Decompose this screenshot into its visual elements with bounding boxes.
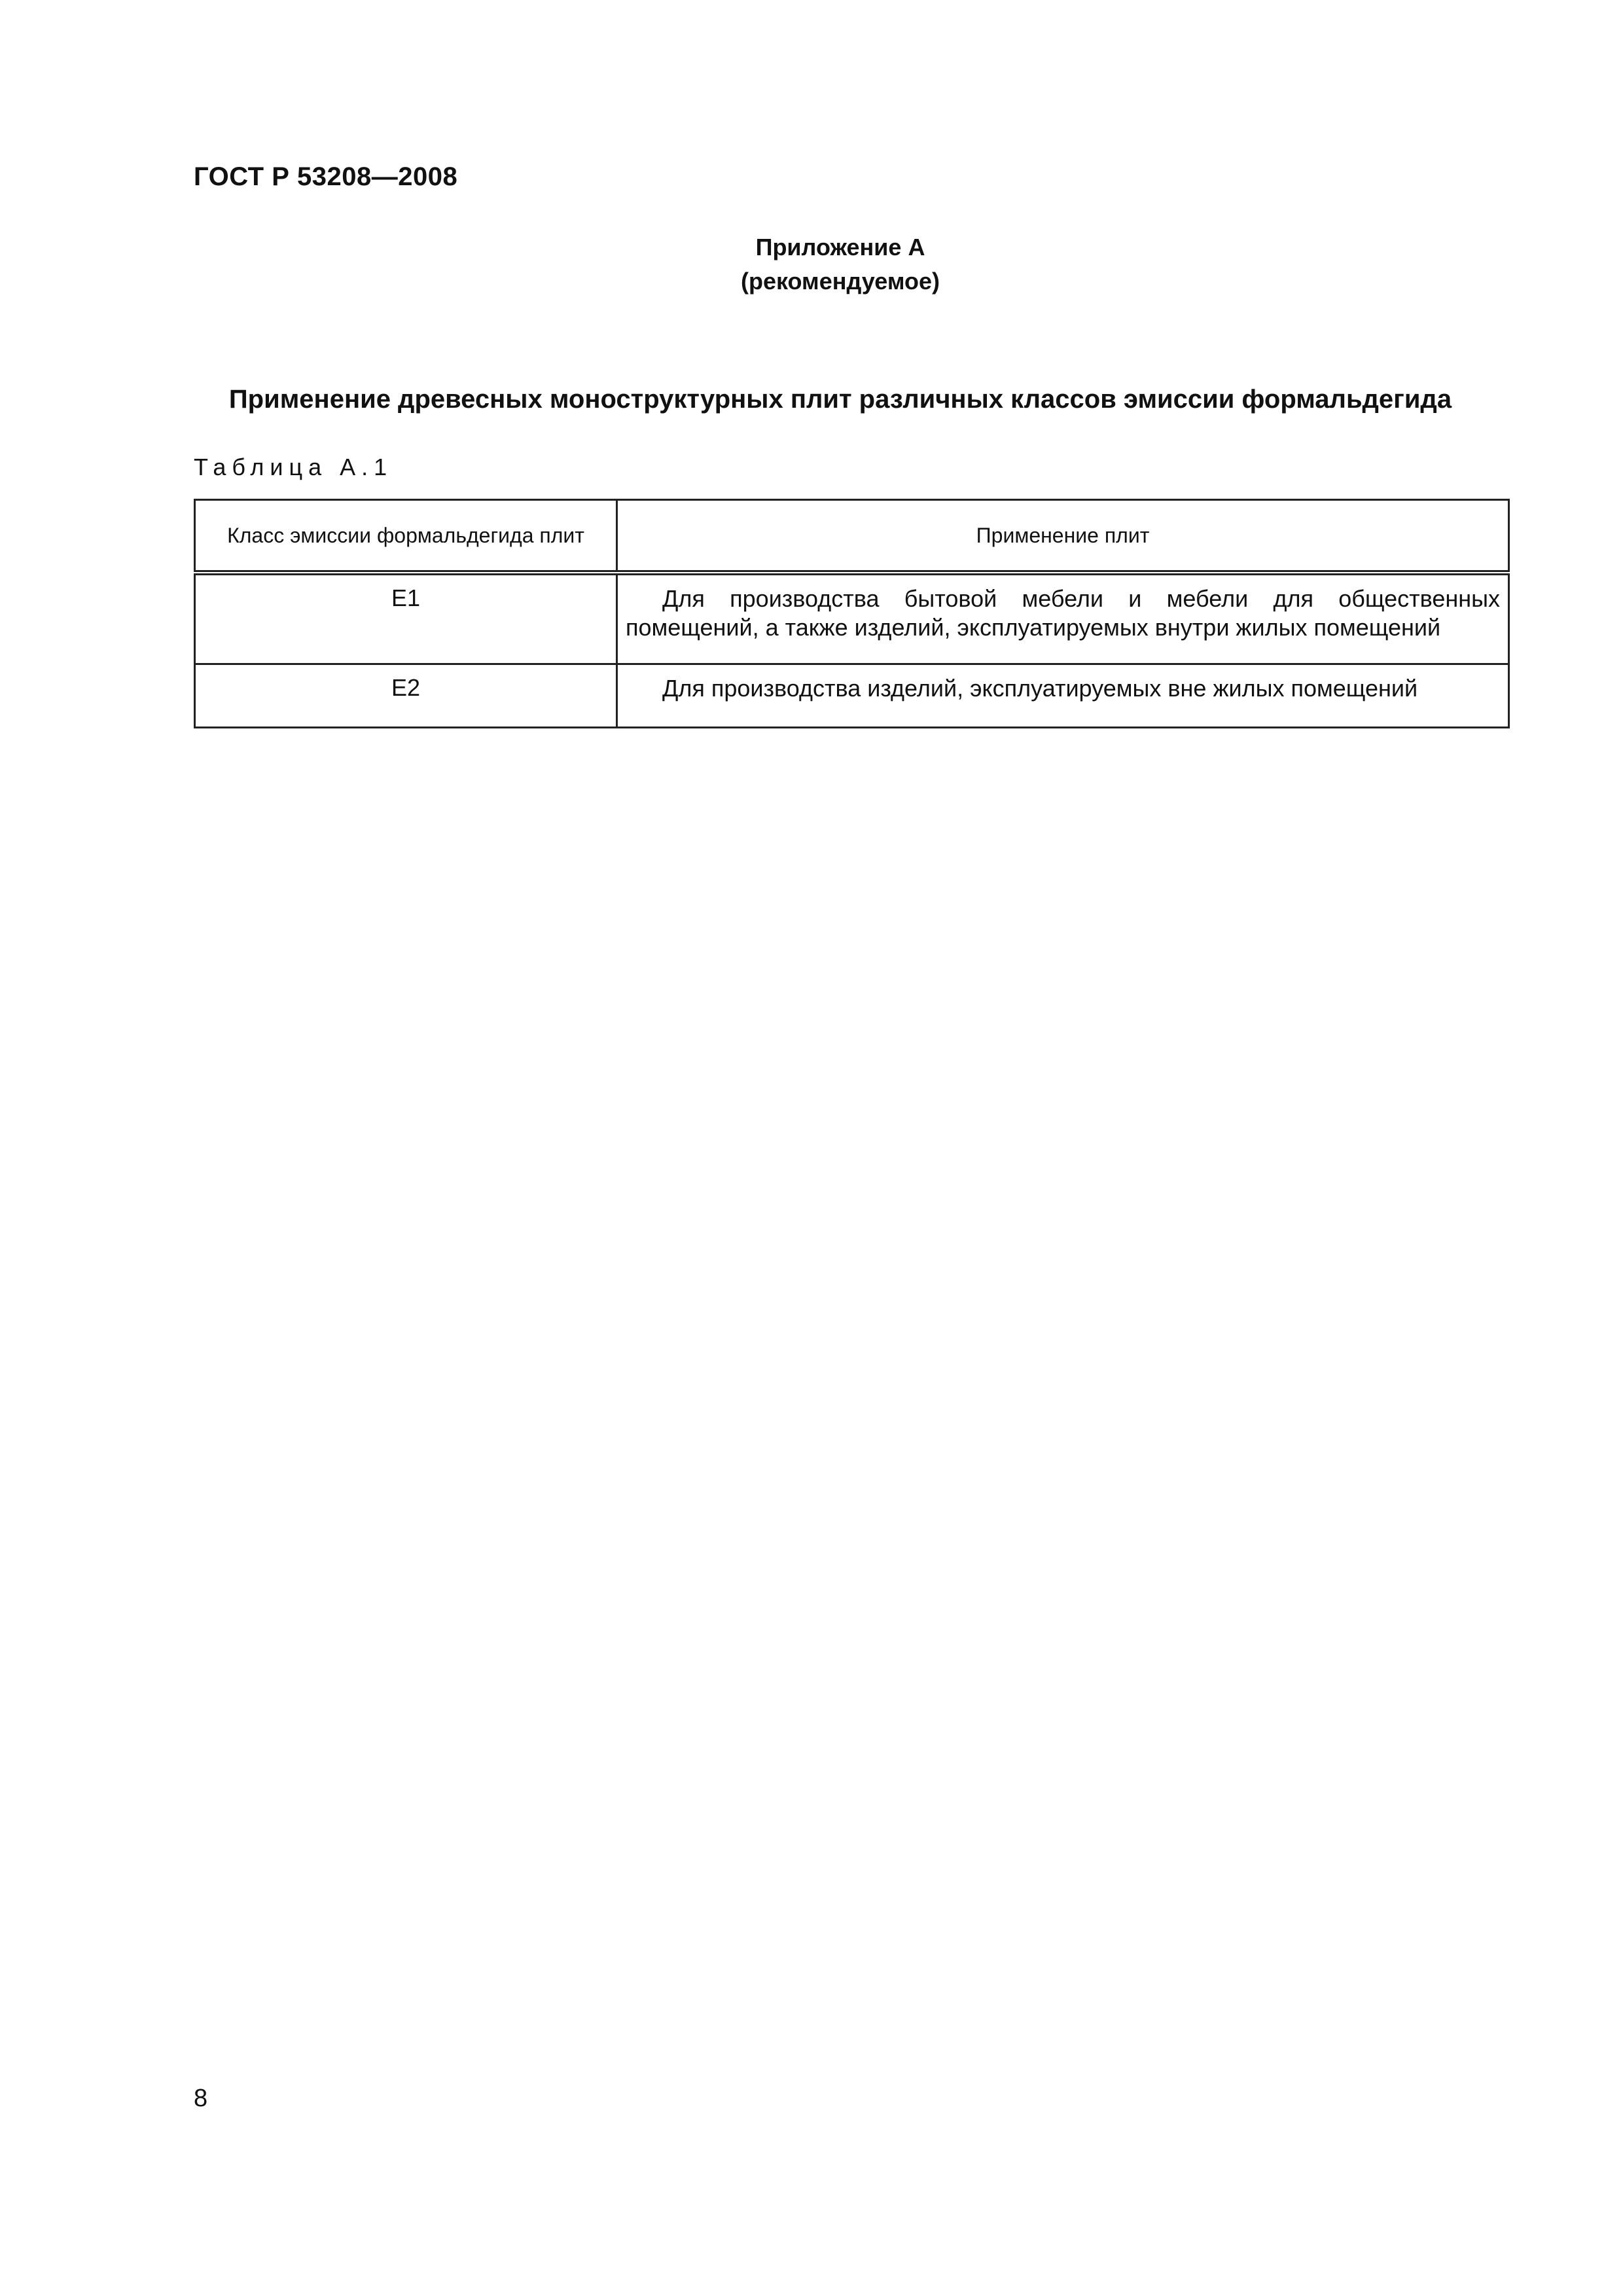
application-cell: Для производства бытовой мебели и мебели для общественных помещений, а также изделий, эксплуатируемых внутри жилых помещений — [617, 573, 1509, 664]
table-row — [195, 664, 1509, 728]
emission-class-cell: Е2 — [195, 664, 617, 728]
table-caption: Таблица А.1 — [194, 454, 393, 480]
page-number: 8 — [194, 2085, 208, 2112]
emission-table-container — [194, 499, 1508, 728]
section-title: Применение древесных моноструктурных плит различных классов эмиссии формальдегида — [228, 385, 1452, 414]
application-cell: Для производства изделий, эксплуатируемых вне жилых помещений — [617, 664, 1509, 728]
emission-class-cell: Е1 — [195, 573, 617, 664]
annex-heading — [194, 230, 1487, 298]
annex-title: Приложение А — [755, 234, 925, 260]
column-header-application: Применение плит — [617, 500, 1509, 573]
emission-class-table — [194, 499, 1510, 728]
annex-status: (рекомендуемое) — [741, 268, 940, 295]
table-row — [195, 573, 1509, 664]
table-header-row — [195, 500, 1509, 573]
document-code: ГОСТ Р 53208—2008 — [194, 162, 458, 191]
column-header-class: Класс эмиссии формальдегида плит — [195, 500, 617, 573]
